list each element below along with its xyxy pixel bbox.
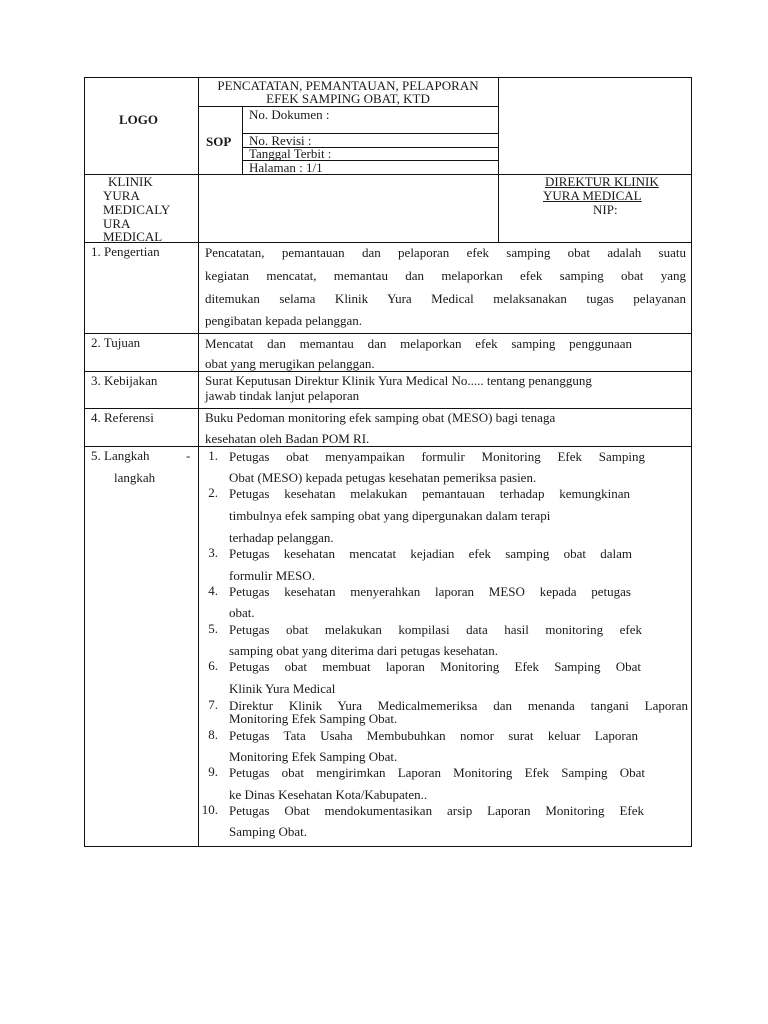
page-label: Halaman : 1/1 (249, 160, 323, 175)
director-nip: NIP: (593, 202, 618, 217)
step-text-line: Petugas kesehatan menyerahkan laporan MESO kepada petugas (229, 584, 631, 599)
step-number: 3. (208, 545, 218, 560)
row-separator (84, 446, 692, 447)
step-text-line: Petugas obat membuat laporan Monitoring Efek Samping Obat (229, 659, 641, 674)
step-text-line: ke Dinas Kesehatan Kota/Kabupaten.. (229, 787, 428, 802)
sop-divider (242, 106, 243, 174)
step-number: 5. (208, 621, 218, 636)
section-label-kebijakan: 3. Kebijakan (91, 373, 158, 388)
text-line: Buku Pedoman monitoring efek samping obat (MESO) bagi tenaga (205, 410, 556, 425)
step-text-line: Obat (MESO) kepada petugas kesehatan pemeriksa pasien. (229, 470, 537, 485)
document-title-line2: EFEK SAMPING OBAT, KTD (266, 91, 430, 106)
document-title-line1: PENCATATAN, PEMANTAUAN, PELAPORAN (217, 78, 479, 93)
title-underline (198, 106, 498, 107)
step-number: 9. (208, 764, 218, 779)
section-label-langkah-line2: langkah (114, 470, 156, 485)
sop-label: SOP (206, 134, 232, 149)
step-text-line: Petugas kesehatan melakukan pemantauan terhadap kemungkinan (229, 486, 630, 501)
revision-label: No. Revisi : (249, 133, 312, 148)
row-separator (84, 242, 692, 243)
section-label-langkah: 5. Langkah (91, 448, 150, 463)
step-text-line: Petugas Obat mendokumentasikan arsip Laporan Monitoring Efek (229, 803, 644, 818)
step-text-line: formulir MESO. (229, 568, 315, 583)
doc-no-label: No. Dokumen : (249, 107, 330, 122)
step-text-line: timbulnya efek samping obat yang dipergunakan dalam terapi (229, 508, 551, 523)
step-text-line: Petugas obat menyampaikan formulir Monitoring Efek Samping (229, 449, 645, 464)
step-text-line: Petugas obat mengirimkan Laporan Monitoring Efek Samping Obat (229, 765, 645, 780)
clinic-name-line: YURA (103, 188, 140, 203)
section-label-tujuan: 2. Tujuan (91, 335, 141, 350)
header-right-divider (498, 77, 499, 242)
section-label-referensi: 4. Referensi (91, 410, 154, 425)
step-number: 7. (208, 697, 218, 712)
director-title-line2: YURA MEDICAL (543, 188, 642, 203)
section-label-pengertian: 1. Pengertian (91, 244, 160, 259)
clinic-name-line: URA (103, 216, 131, 231)
table-border-left (84, 77, 85, 847)
step-number: 2. (208, 485, 218, 500)
step-text-line: terhadap pelanggan. (229, 530, 334, 545)
clinic-name-line: KLINIK (108, 174, 153, 189)
row-separator (84, 408, 692, 409)
table-border-right (691, 77, 692, 847)
clinic-name-line: MEDICAL (103, 229, 163, 244)
text-line: Pencatatan, pemantauan dan pelaporan efek samping obat adalah suatu (205, 245, 686, 260)
step-text-line: Monitoring Efek Samping Obat. (229, 711, 398, 726)
text-line: kesehatan oleh Badan POM RI. (205, 431, 370, 446)
step-text-line: obat. (229, 605, 255, 620)
text-line: jawab tindak lanjut pelaporan (205, 388, 360, 403)
step-number: 1. (208, 448, 218, 463)
text-line: Mencatat dan memantau dan melaporkan efek samping penggunaan (205, 336, 632, 351)
text-line: pengibatan kepada pelanggan. (205, 313, 363, 328)
step-number: 10. (201, 802, 218, 817)
step-text-line: Petugas kesehatan mencatat kejadian efek samping obat dalam (229, 546, 632, 561)
step-number: 6. (208, 658, 218, 673)
text-line: obat yang merugikan pelanggan. (205, 356, 375, 371)
row-separator (84, 371, 692, 372)
logo-placeholder: LOGO (119, 112, 159, 127)
step-text-line: Direktur Klinik Yura Medicalmemeriksa dan menanda tangani Laporan (229, 698, 688, 713)
director-title-line1: DIREKTUR KLINIK (545, 174, 659, 189)
step-text-line: Petugas obat melakukan kompilasi data hasil monitoring efek (229, 622, 642, 637)
text-line: Surat Keputusan Direktur Klinik Yura Medical No..... tentang penanggung (205, 373, 592, 388)
step-text-line: samping obat yang diterima dari petugas kesehatan. (229, 643, 498, 658)
step-text-line: Klinik Yura Medical (229, 681, 336, 696)
step-number: 4. (208, 583, 218, 598)
text-line: ditemukan selama Klinik Yura Medical melaksanakan tugas pelayanan (205, 291, 686, 306)
step-text-line: Monitoring Efek Samping Obat. (229, 749, 398, 764)
table-border-bottom (84, 846, 692, 847)
text-line: kegiatan mencatat, memantau dan melaporkan efek samping obat yang (205, 268, 686, 283)
issue-date-label: Tanggal Terbit : (249, 146, 332, 161)
step-text-line: Samping Obat. (229, 824, 307, 839)
section-label-dash: - (186, 448, 191, 463)
clinic-name-line: MEDICALY (103, 202, 171, 217)
step-number: 8. (208, 727, 218, 742)
row-separator (84, 333, 692, 334)
step-text-line: Petugas Tata Usaha Membubuhkan nomor surat keluar Laporan (229, 728, 638, 743)
